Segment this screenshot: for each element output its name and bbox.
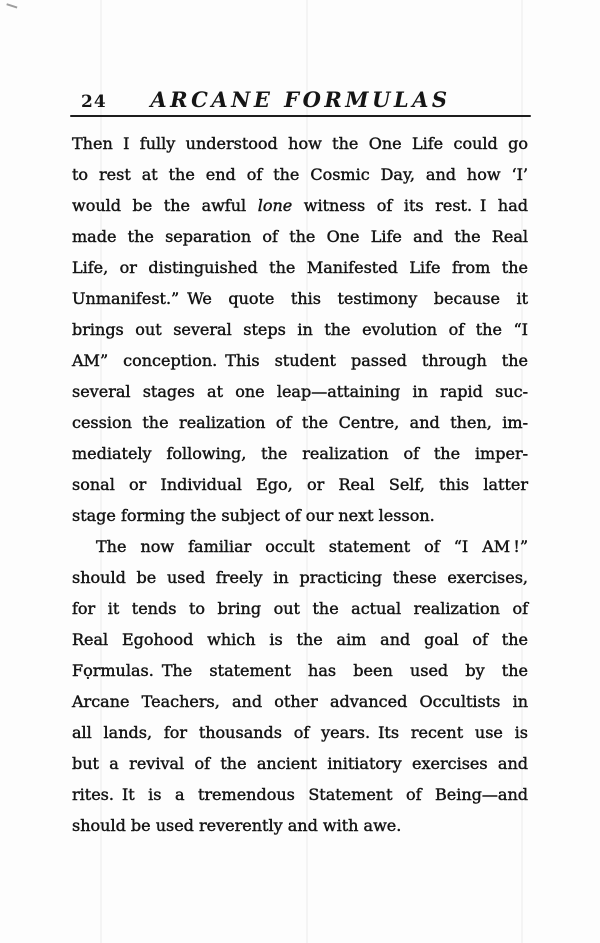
text-line: to rest at the end of the Cosmic Day, and how ‘I’ <box>72 165 528 184</box>
header-rule <box>70 115 531 117</box>
text-line: cession the realization of the Centre, and then, im- <box>72 413 528 432</box>
text-line: mediately following, the realization of the imper- <box>72 444 528 463</box>
text-line: Life, or distinguished the Manifested Life from the <box>72 258 528 277</box>
text-line: for it tends to bring out the actual realization of <box>72 599 528 618</box>
text-line: all lands, for thousands of years. Its recent use is <box>72 723 528 742</box>
text-line: brings out several steps in the evolution of the “I <box>72 320 528 339</box>
text-line: rites. It is a tremendous Statement of Being—and <box>72 785 528 804</box>
scan-artifact <box>6 0 18 9</box>
text-line: Real Egohood which is the aim and goal of the <box>72 630 528 649</box>
text-line: The now familiar occult statement of “I AM !” <box>96 537 528 556</box>
page-number: 24 <box>81 92 107 112</box>
text-line: should be used freely in practicing these exercises, <box>72 568 528 587</box>
text-line: made the separation of the One Life and the Real <box>72 227 528 246</box>
text-line: sonal or Individual Ego, or Real Self, this latter <box>72 475 528 494</box>
text-line: Then I fully understood how the One Life could go <box>72 134 528 153</box>
text-block <box>72 128 528 841</box>
text-line: stage forming the subject of our next lesson. <box>72 506 435 525</box>
text-line: Unmanifest.” We quote this testimony because it <box>72 289 528 308</box>
text-line: should be used reverently and with awe. <box>72 816 402 835</box>
text-line: Arcane Teachers, and other advanced Occultists in <box>72 692 528 711</box>
page-header <box>70 84 531 112</box>
text-line: several stages at one leap—attaining in rapid suc- <box>72 382 528 401</box>
running-title: ARCANE FORMULAS <box>150 87 451 112</box>
text-line: but a revival of the ancient initiatory exercises and <box>72 754 528 773</box>
text-line: would be the awful lone witness of its rest. I had <box>72 196 528 215</box>
text-line: AM” conception. This student passed through the <box>72 351 528 370</box>
text-line: Fọrmulas. The statement has been used by the <box>72 661 528 680</box>
